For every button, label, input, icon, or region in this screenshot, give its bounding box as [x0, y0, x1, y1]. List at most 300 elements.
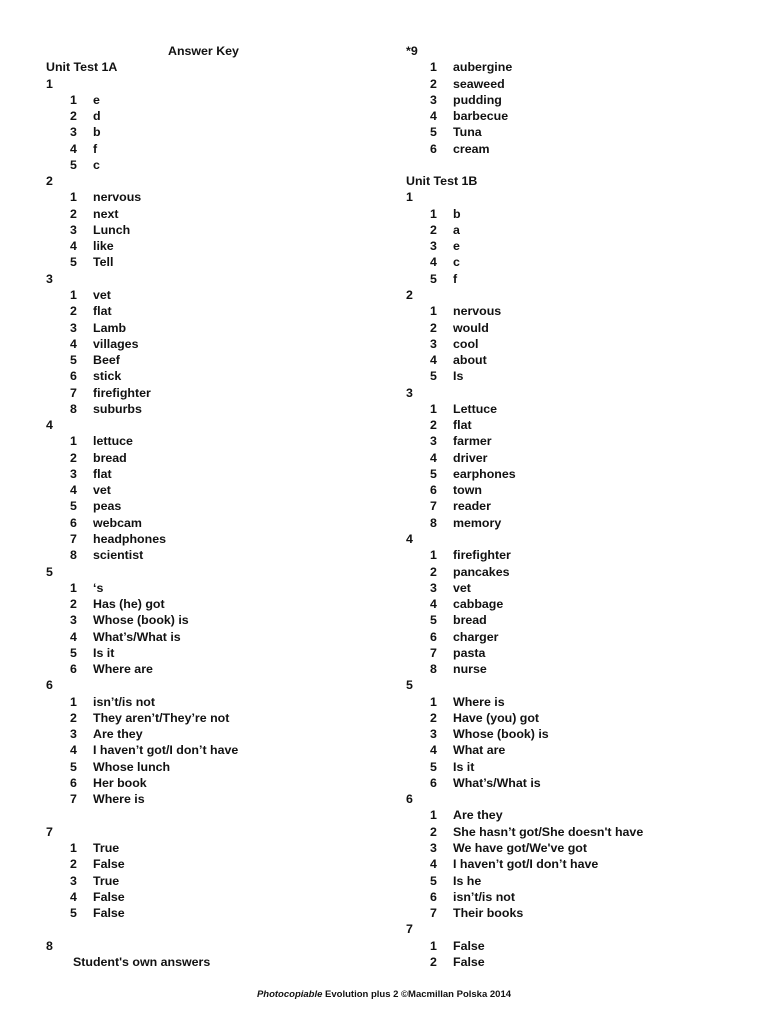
answer-item — [406, 352, 487, 368]
item-number: 3 — [70, 873, 77, 888]
exercise-number: 3 — [406, 385, 413, 400]
item-number: 3 — [430, 841, 437, 856]
item-number: 1 — [430, 938, 437, 953]
answer-item — [46, 254, 239, 270]
answer-item — [406, 580, 477, 596]
exercise-number: 4 — [406, 531, 413, 546]
item-number: 5 — [430, 873, 437, 888]
answer-item — [46, 840, 239, 856]
item-number: 5 — [430, 759, 437, 774]
item-answer: Has (he) got — [93, 597, 165, 612]
answer-item — [406, 108, 509, 124]
answer-item — [46, 775, 239, 791]
item-number: 3 — [70, 320, 77, 335]
item-answer: aubergine — [453, 60, 513, 75]
item-answer: nurse — [453, 662, 487, 677]
answer-item — [46, 661, 239, 677]
item-number: 6 — [430, 483, 437, 498]
item-answer: Where is — [93, 792, 145, 807]
item-answer: farmer — [453, 434, 492, 449]
item-number: 3 — [70, 222, 77, 237]
answer-item — [406, 629, 499, 645]
spacer — [46, 807, 239, 823]
item-answer: pasta — [453, 645, 486, 660]
item-answer: Tell — [93, 255, 114, 270]
item-number: 3 — [430, 727, 437, 742]
exercise-number: 3 — [46, 271, 53, 286]
answer-item — [406, 222, 477, 238]
item-answer: Are they — [93, 727, 143, 742]
item-answer: I haven’t got/I don’t have — [93, 743, 239, 758]
item-answer: stick — [93, 369, 122, 384]
item-answer: d — [93, 109, 101, 124]
item-answer: What’s/What is — [93, 629, 181, 644]
item-answer: e — [93, 92, 100, 107]
left-column — [46, 43, 239, 970]
exercise-number: 5 — [406, 678, 413, 693]
spacer — [46, 921, 239, 937]
item-number: 2 — [70, 450, 77, 465]
item-answer: vet — [93, 483, 111, 498]
answer-item — [406, 661, 487, 677]
answer-item — [406, 759, 477, 775]
exercise-number: 4 — [46, 418, 53, 433]
item-answer: cool — [453, 336, 479, 351]
item-answer: seaweed — [453, 76, 505, 91]
answer-item — [406, 726, 549, 742]
answer-item — [406, 938, 485, 954]
answer-item — [46, 141, 239, 157]
answer-item — [46, 759, 239, 775]
answer-item — [406, 450, 488, 466]
answer-item — [406, 254, 477, 270]
item-number: 3 — [430, 434, 437, 449]
item-answer: False — [453, 954, 485, 969]
item-number: 5 — [70, 906, 77, 921]
item-answer: False — [93, 857, 125, 872]
item-answer: barbecue — [453, 109, 509, 124]
answer-item — [406, 76, 505, 92]
answer-item — [406, 124, 482, 140]
item-number: 8 — [70, 548, 77, 563]
item-answer: Tuna — [453, 125, 482, 140]
item-answer: memory — [453, 515, 502, 530]
item-answer: firefighter — [93, 385, 151, 400]
item-number: 4 — [70, 336, 77, 351]
item-number: 5 — [70, 759, 77, 774]
item-answer: Her book — [93, 775, 147, 790]
answer-item — [46, 206, 239, 222]
item-number: 6 — [70, 775, 77, 790]
exercise-number: 7 — [406, 922, 413, 937]
item-number: 1 — [70, 580, 77, 595]
item-number: 8 — [70, 401, 77, 416]
answer-item — [406, 271, 477, 287]
exercise-number: 2 — [406, 287, 413, 302]
item-answer: Their books — [453, 906, 524, 921]
item-number: 1 — [430, 206, 437, 221]
item-answer: Is it — [453, 759, 475, 774]
answer-item — [406, 433, 492, 449]
item-number: 3 — [70, 727, 77, 742]
answer-item — [46, 612, 239, 628]
item-number: 1 — [430, 808, 437, 823]
item-number: 3 — [70, 613, 77, 628]
answer-item — [46, 596, 239, 612]
answer-item — [406, 742, 506, 758]
item-number: 4 — [430, 255, 437, 270]
item-answer: webcam — [93, 515, 142, 530]
item-answer: pudding — [453, 92, 502, 107]
answer-item — [46, 92, 239, 108]
answer-item — [46, 547, 239, 563]
item-number: 7 — [70, 531, 77, 546]
answer-item — [46, 531, 239, 547]
item-answer: reader — [453, 499, 491, 514]
item-answer: driver — [453, 450, 488, 465]
item-answer: charger — [453, 629, 499, 644]
item-number: 6 — [430, 775, 437, 790]
item-number: 8 — [430, 662, 437, 677]
answer-item — [46, 873, 239, 889]
footer-photocopiable: Photocopiable — [256, 989, 323, 1000]
item-answer: False — [93, 906, 125, 921]
answer-item — [406, 775, 541, 791]
item-answer: f — [453, 271, 458, 286]
item-number: 7 — [430, 906, 437, 921]
item-answer: cream — [453, 141, 490, 156]
item-answer: villages — [93, 336, 139, 351]
item-answer: Lamb — [93, 320, 127, 335]
item-number: 4 — [70, 629, 77, 644]
item-number: 4 — [70, 483, 77, 498]
answer-item — [406, 320, 489, 336]
item-number: 5 — [430, 125, 437, 140]
item-number: 2 — [70, 206, 77, 221]
right-column — [406, 43, 644, 970]
item-number: 5 — [70, 353, 77, 368]
answer-item — [406, 710, 540, 726]
item-number: 6 — [430, 141, 437, 156]
item-number: 2 — [430, 222, 437, 237]
answer-item — [46, 742, 239, 758]
exercise-number: 6 — [406, 792, 413, 807]
item-number: 8 — [430, 515, 437, 530]
item-number: 1 — [70, 287, 77, 302]
answer-item — [406, 417, 477, 433]
answer-item — [406, 336, 477, 352]
item-number: 6 — [70, 369, 77, 384]
item-answer: would — [453, 320, 489, 335]
answer-item — [46, 498, 239, 514]
exercise-number: 5 — [46, 564, 53, 579]
answer-item — [406, 564, 510, 580]
item-number: 4 — [70, 743, 77, 758]
item-number: 5 — [430, 613, 437, 628]
item-number: 6 — [70, 662, 77, 677]
item-answer: Lunch — [93, 222, 131, 237]
item-number: 2 — [430, 954, 437, 969]
answer-item — [46, 629, 239, 645]
answer-item — [406, 873, 482, 889]
item-answer: Whose (book) is — [453, 727, 549, 742]
answer-item — [406, 905, 524, 921]
answer-item — [406, 807, 503, 823]
item-answer: flat — [93, 304, 112, 319]
answer-item — [46, 580, 239, 596]
answer-item — [46, 352, 239, 368]
item-answer: I haven’t got/I don’t have — [453, 857, 599, 872]
item-number: 4 — [430, 353, 437, 368]
item-answer: ‘s — [93, 580, 104, 595]
item-number: 3 — [430, 239, 437, 254]
item-number: 2 — [430, 564, 437, 579]
item-answer: They aren’t/They’re not — [93, 710, 230, 725]
answer-item — [46, 303, 239, 319]
answer-item — [46, 108, 239, 124]
spacer — [406, 157, 477, 173]
item-answer: She hasn’t got/She doesn't have — [453, 824, 644, 839]
item-number: 4 — [430, 450, 437, 465]
item-answer: c — [453, 255, 460, 270]
item-number: 1 — [70, 694, 77, 709]
answer-item — [406, 547, 511, 563]
item-number: 6 — [430, 629, 437, 644]
item-answer: Whose lunch — [93, 759, 171, 774]
item-number: 4 — [70, 141, 77, 156]
item-answer: b — [93, 125, 101, 140]
answer-item — [46, 710, 239, 726]
item-number: 4 — [430, 597, 437, 612]
item-answer: f — [93, 141, 98, 156]
answer-item — [406, 645, 486, 661]
item-answer: scientist — [93, 548, 144, 563]
answer-item — [46, 645, 239, 661]
item-answer: flat — [453, 418, 472, 433]
item-answer: Beef — [93, 353, 120, 368]
item-number: 3 — [70, 466, 77, 481]
item-number: 5 — [70, 499, 77, 514]
item-answer: Is he — [453, 873, 482, 888]
answer-item — [406, 141, 490, 157]
page-footer — [0, 989, 768, 1000]
item-number: 7 — [70, 385, 77, 400]
answer-item — [46, 726, 239, 742]
answer-item — [406, 954, 485, 970]
answer-item — [46, 368, 239, 384]
answer-item — [46, 466, 239, 482]
item-answer: cabbage — [453, 597, 504, 612]
answer-item — [406, 401, 498, 417]
item-number: 2 — [70, 710, 77, 725]
item-answer: earphones — [453, 466, 516, 481]
item-number: 1 — [430, 304, 437, 319]
item-answer: headphones — [93, 531, 166, 546]
footer-copyright: Evolution plus 2 ©Macmillan Polska 2014 — [322, 989, 512, 1000]
item-number: 4 — [430, 109, 437, 124]
item-answer: nervous — [453, 304, 502, 319]
item-answer: Have (you) got — [453, 710, 540, 725]
item-answer: like — [93, 239, 114, 254]
item-number: 4 — [430, 857, 437, 872]
item-answer: What are — [453, 743, 506, 758]
item-number: 5 — [70, 157, 77, 172]
answer-item — [46, 450, 239, 466]
item-number: 1 — [70, 190, 77, 205]
answer-item — [46, 889, 239, 905]
item-answer: pancakes — [453, 564, 510, 579]
answer-item — [46, 433, 239, 449]
answer-item — [406, 303, 502, 319]
answer-item — [406, 515, 502, 531]
answer-item — [46, 320, 239, 336]
answer-item — [46, 905, 239, 921]
answer-item — [406, 612, 487, 628]
item-number: 2 — [70, 304, 77, 319]
item-answer: isn’t/is not — [93, 694, 155, 709]
item-number: 1 — [430, 60, 437, 75]
answer-item — [46, 222, 239, 238]
item-number: 5 — [430, 369, 437, 384]
answer-item — [406, 694, 505, 710]
item-answer: flat — [93, 466, 112, 481]
exercise-number: 1 — [406, 190, 413, 205]
answer-item — [406, 59, 513, 75]
unit-heading: Unit Test 1B — [406, 174, 478, 189]
item-answer: True — [93, 873, 120, 888]
item-number: 3 — [430, 580, 437, 595]
item-number: 2 — [430, 824, 437, 839]
item-number: 6 — [70, 515, 77, 530]
answer-item — [406, 206, 477, 222]
item-number: 4 — [430, 743, 437, 758]
item-answer: b — [453, 206, 461, 221]
item-answer: False — [93, 889, 125, 904]
item-answer: lettuce — [93, 434, 133, 449]
item-number: 7 — [70, 792, 77, 807]
exercise-number: 6 — [46, 678, 53, 693]
item-answer: Are they — [453, 808, 503, 823]
item-number: 3 — [430, 92, 437, 107]
item-answer: peas — [93, 499, 122, 514]
item-answer: Whose (book) is — [93, 613, 189, 628]
item-answer: Lettuce — [453, 401, 498, 416]
item-answer: What’s/What is — [453, 775, 541, 790]
item-number: 2 — [70, 109, 77, 124]
exercise-number: 1 — [46, 76, 53, 91]
item-number: 2 — [430, 710, 437, 725]
answer-item — [46, 401, 239, 417]
item-number: 6 — [430, 889, 437, 904]
item-answer: c — [93, 157, 100, 172]
item-number: 4 — [70, 889, 77, 904]
item-number: 2 — [70, 597, 77, 612]
answer-item — [406, 840, 587, 856]
item-answer: e — [453, 239, 460, 254]
item-answer: about — [453, 353, 487, 368]
item-answer: True — [93, 841, 120, 856]
item-answer: Where are — [93, 662, 153, 677]
item-number: 1 — [430, 548, 437, 563]
answer-item — [406, 856, 599, 872]
item-number: 1 — [70, 841, 77, 856]
item-number: 1 — [70, 92, 77, 107]
item-number: 3 — [430, 336, 437, 351]
exercise-number: *9 — [406, 44, 418, 58]
item-answer: town — [453, 483, 482, 498]
item-answer: False — [453, 938, 485, 953]
item-answer: Is — [453, 369, 464, 384]
answer-item — [46, 385, 239, 401]
item-number: 1 — [430, 401, 437, 416]
item-number: 5 — [430, 271, 437, 286]
item-answer: Where is — [453, 694, 505, 709]
answer-item — [46, 856, 239, 872]
answer-item — [406, 482, 482, 498]
answer-item — [46, 336, 239, 352]
answer-item — [406, 498, 491, 514]
answer-item — [46, 515, 239, 531]
answer-item — [406, 889, 515, 905]
exercise-number: 2 — [46, 174, 53, 189]
item-number: 1 — [430, 694, 437, 709]
item-number: 2 — [430, 76, 437, 91]
item-number: 5 — [430, 466, 437, 481]
exercise-number: 7 — [46, 824, 53, 839]
answer-item — [46, 124, 239, 140]
item-number: 2 — [430, 418, 437, 433]
unit-heading: Unit Test 1A — [46, 60, 118, 75]
item-answer: a — [453, 222, 460, 237]
answer-note: Student's own answers — [73, 954, 211, 969]
answer-item — [46, 694, 239, 710]
item-number: 5 — [70, 255, 77, 270]
item-number: 4 — [70, 239, 77, 254]
answer-item — [406, 92, 502, 108]
item-number: 1 — [70, 434, 77, 449]
item-answer: firefighter — [453, 548, 511, 563]
answer-item — [46, 287, 239, 303]
item-answer: next — [93, 206, 119, 221]
item-answer: Is it — [93, 645, 115, 660]
answer-item — [46, 482, 239, 498]
answer-item — [46, 791, 239, 807]
answer-item — [46, 238, 239, 254]
item-answer: We have got/We've got — [453, 841, 587, 856]
answer-item — [406, 238, 477, 254]
item-answer: bread — [453, 613, 487, 628]
answer-item — [406, 824, 644, 840]
item-number: 2 — [70, 857, 77, 872]
item-number: 5 — [70, 645, 77, 660]
answer-item — [406, 466, 516, 482]
item-answer: nervous — [93, 190, 142, 205]
item-answer: bread — [93, 450, 127, 465]
answer-item — [406, 596, 504, 612]
item-answer: isn’t/is not — [453, 889, 515, 904]
item-number: 3 — [70, 125, 77, 140]
answer-item — [46, 189, 239, 205]
item-number: 7 — [430, 645, 437, 660]
answer-item — [46, 157, 239, 173]
answer-item — [406, 368, 477, 384]
item-answer: vet — [93, 287, 111, 302]
item-number: 7 — [430, 499, 437, 514]
exercise-number: 8 — [46, 938, 53, 953]
item-number: 2 — [430, 320, 437, 335]
page-title: Answer Key — [168, 44, 239, 58]
item-answer: suburbs — [93, 401, 142, 416]
